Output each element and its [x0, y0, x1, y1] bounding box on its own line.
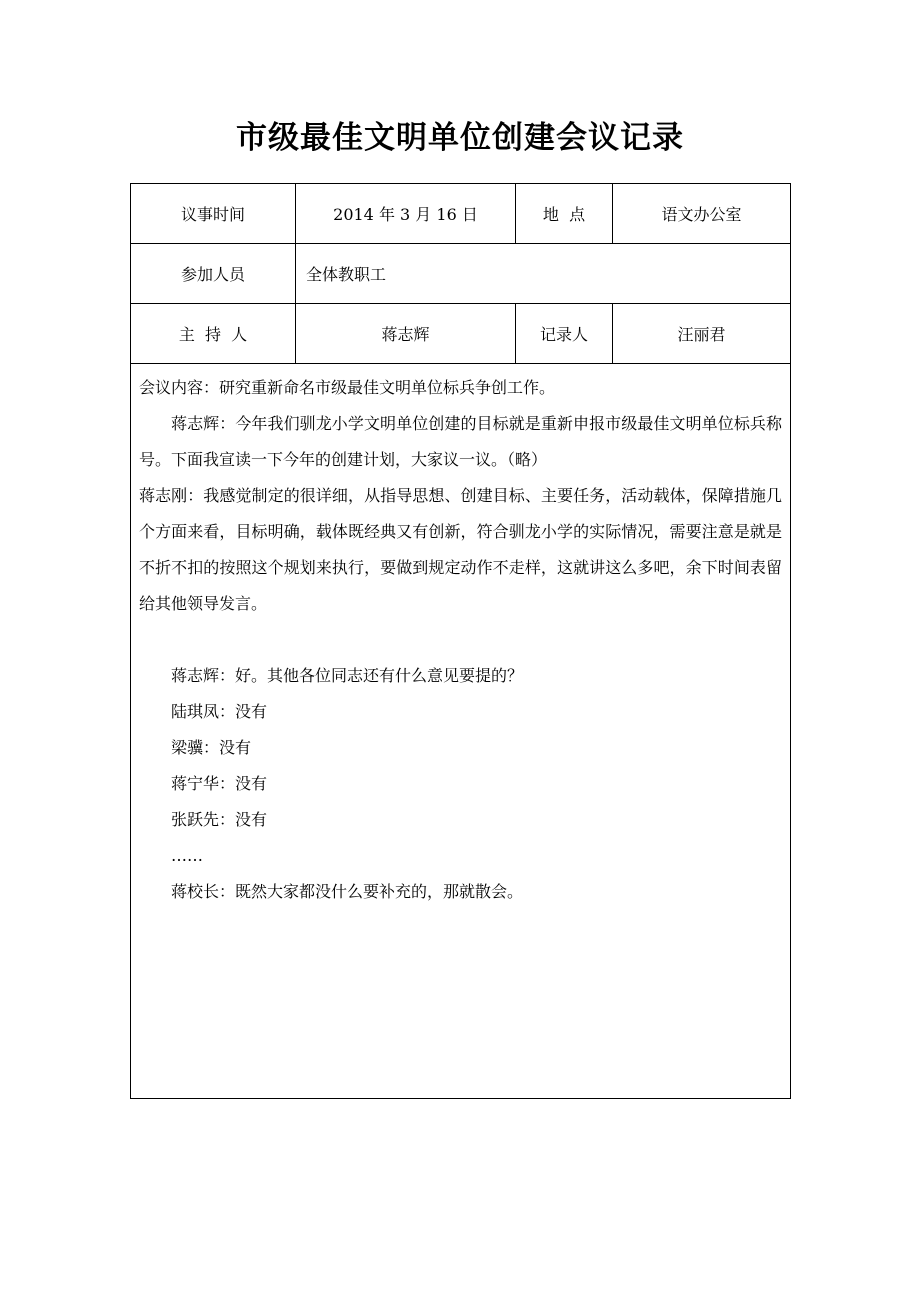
- content-paragraph-1: 蒋志辉：今年我们驯龙小学文明单位创建的目标就是重新申报市级最佳文明单位标兵称号。下面我宣读一下今年的创建计划，大家议一议。（略）: [139, 414, 782, 469]
- content-line-1: 蒋志辉：好。其他各位同志还有什么意见要提的？: [171, 666, 524, 685]
- content-line-4: 蒋宁华：没有: [171, 774, 268, 793]
- content-row: [131, 364, 791, 1099]
- content-line-2: 陆琪凤：没有: [171, 702, 268, 721]
- place-label: 地 点: [516, 184, 613, 244]
- time-value: 2014 年 3 月 16 日: [296, 184, 516, 244]
- content-cell: [131, 364, 791, 1099]
- content-line-5: 张跃先：没有: [171, 810, 268, 829]
- paragraph-gap: [139, 622, 782, 658]
- meeting-content: [131, 364, 790, 910]
- content-paragraph-2: 蒋志刚：我感觉制定的很详细，从指导思想、创建目标、主要任务，活动载体，保障措施几个方面来看，目标明确，载体既经典又有创新，符合驯龙小学的实际情况，需要注意是就是不折不扣的按照这个规划来执行，要做到规定动作不走样，这就讲这么多吧，余下时间表留给其他领导发言。: [139, 486, 782, 613]
- time-label: 议事时间: [131, 184, 296, 244]
- attendees-value: 全体教职工: [296, 244, 791, 304]
- page-title: 市级最佳文明单位创建会议记录: [236, 120, 684, 156]
- attendees-label: 参加人员: [131, 244, 296, 304]
- host-label: 主 持 人: [131, 304, 296, 364]
- content-line-3: 梁骥：没有: [171, 738, 252, 757]
- recorder-value: 汪丽君: [613, 304, 791, 364]
- host-recorder-row: [131, 304, 791, 364]
- meeting-topic: 会议内容：研究重新命名市级最佳文明单位标兵争创工作。: [139, 378, 556, 397]
- time-place-row: [131, 184, 791, 244]
- meeting-record-table: [130, 183, 791, 1099]
- attendees-row: [131, 244, 791, 304]
- host-value: 蒋志辉: [296, 304, 516, 364]
- place-value: 语文办公室: [613, 184, 791, 244]
- content-line-7: 蒋校长：既然大家都没什么要补充的，那就散会。: [171, 882, 524, 901]
- content-line-6: ……: [171, 846, 203, 865]
- recorder-label: 记录人: [516, 304, 613, 364]
